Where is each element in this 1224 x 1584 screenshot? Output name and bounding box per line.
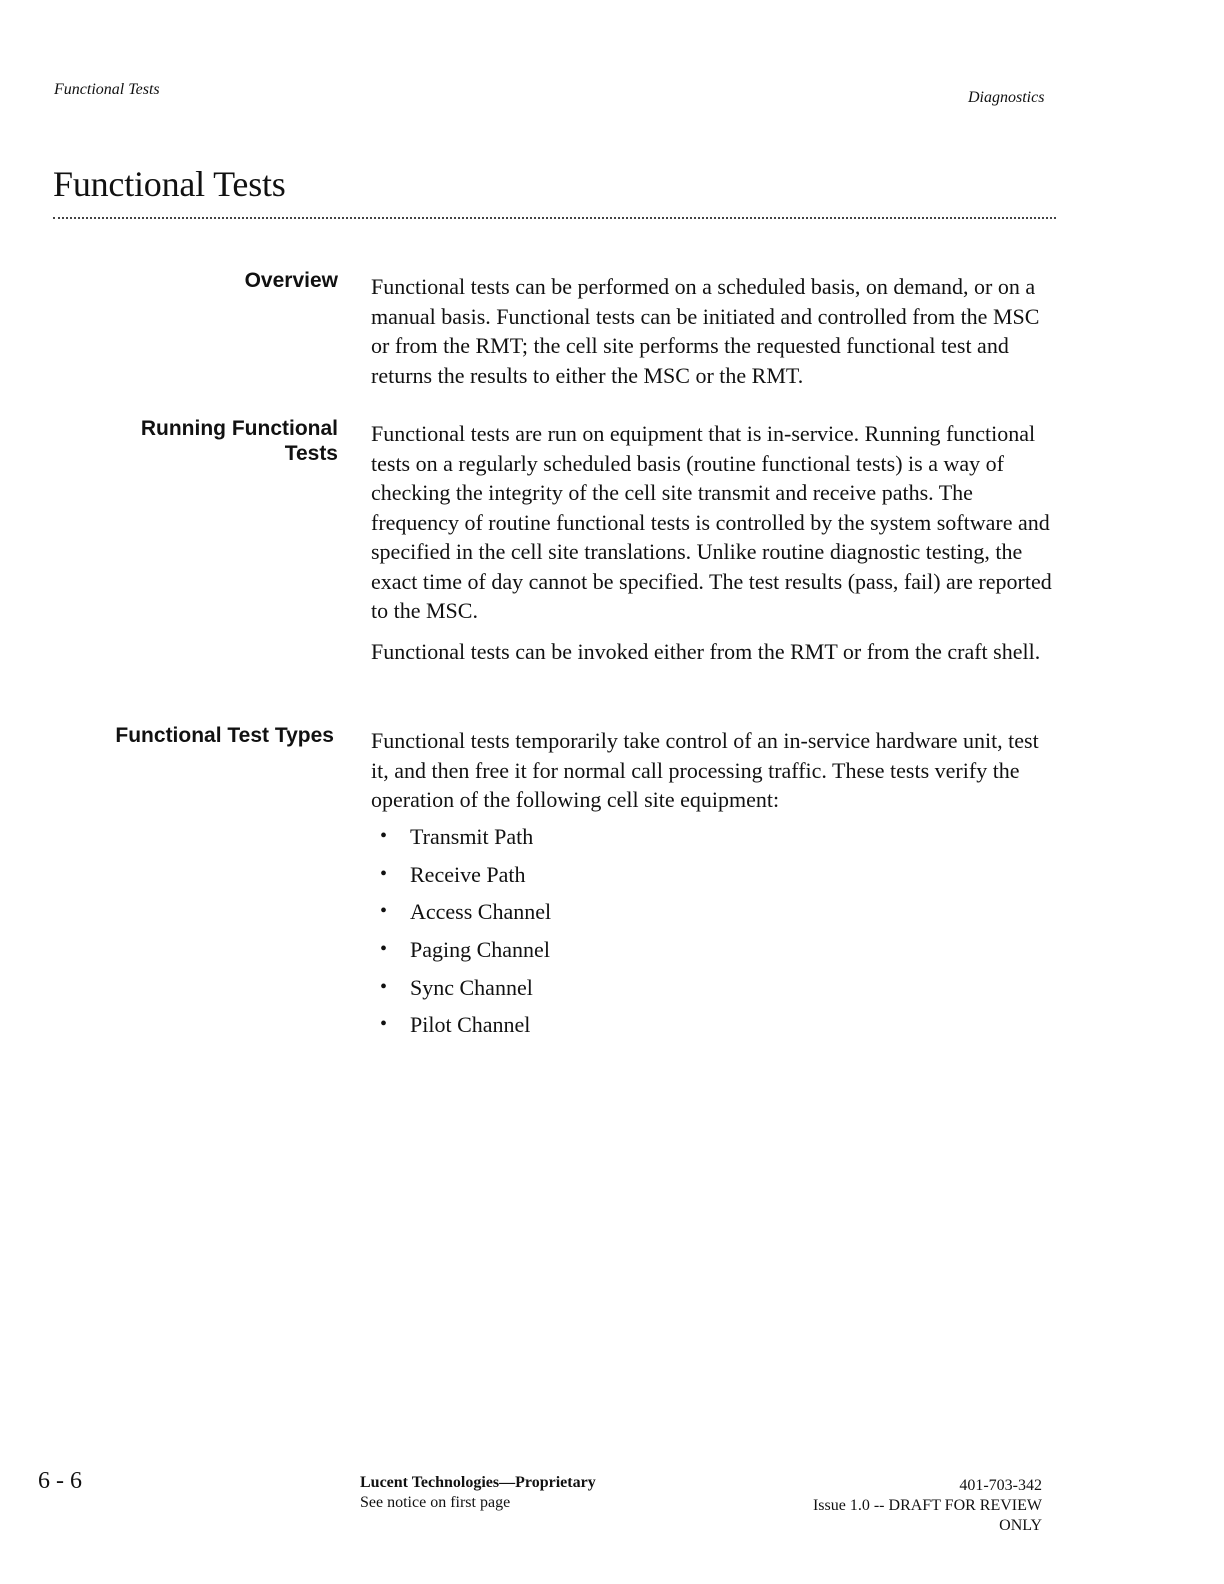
- overview-heading: Overview: [244, 269, 338, 292]
- list-item-text: Sync Channel: [410, 974, 533, 1000]
- title-divider: [53, 217, 1056, 219]
- types-text: Functional tests temporarily take control of an in-service hardware unit, test it, and then free it for normal call processing traffic. These tests verify the operation of the following cell site equipment:: [371, 728, 1039, 812]
- page-number: 6 - 6: [38, 1468, 82, 1494]
- list-item: [371, 818, 551, 856]
- running-heading-line2: Tests: [284, 442, 338, 465]
- list-item-text: Pilot Channel: [410, 1012, 531, 1038]
- bullet-icon: •: [380, 938, 388, 961]
- bullet-icon: •: [380, 825, 388, 847]
- running-header-left: Functional Tests: [54, 81, 160, 98]
- bullet-icon: •: [380, 975, 388, 998]
- functional-test-types-heading: Functional Test Types: [115, 724, 334, 747]
- list-item-text: Transmit Path: [410, 824, 534, 849]
- list-item-text: Receive Path: [410, 861, 526, 887]
- list-item: [371, 931, 551, 969]
- footer-issue: Issue 1.0 -- DRAFT FOR REVIEW: [812, 1497, 1042, 1514]
- bullet-icon: •: [380, 862, 388, 885]
- footer-company: Lucent Technologies—Proprietary: [360, 1474, 596, 1491]
- list-item-text: Paging Channel: [410, 937, 550, 963]
- overview-text: Functional tests can be performed on a scheduled basis, on demand, or on a manual basis. Functional tests can be initiated and controlled from the MSC or from the RMT; the cell site performs the requested functional test and returns the results to either the MSC or the RMT.: [371, 274, 1040, 388]
- running-text-paragraph-2: Functional tests can be invoked either from the RMT or from the craft shell.: [371, 639, 1041, 664]
- running-header-right: Diagnostics: [968, 89, 1045, 106]
- footer-proprietary: [360, 1473, 596, 1513]
- list-item: [371, 969, 551, 1007]
- footer-notice: See notice on first page: [360, 1494, 511, 1511]
- list-item: [371, 1006, 551, 1044]
- page-title: Functional Tests: [53, 164, 286, 204]
- equipment-list: [371, 818, 551, 1044]
- footer-doc-info: [813, 1476, 1042, 1536]
- footer-issue-line2: ONLY: [999, 1517, 1042, 1534]
- bullet-icon: •: [380, 900, 388, 923]
- list-item: [371, 893, 551, 931]
- footer-doc-number: 401-703-342: [959, 1477, 1042, 1494]
- running-functional-tests-heading: [141, 416, 338, 466]
- list-item: [371, 856, 551, 894]
- running-heading-line1: Running Functional: [140, 417, 338, 440]
- running-text-paragraph-1: Functional tests are run on equipment that is in-service. Running functional tests on a regularly scheduled basis (routine functional tests) is a way of checking the integrity of the cell site transmit and receive paths. The frequency of routine functional tests is controlled by the system software and specified in the cell site translations. Unlike routine diagnostic testing, the exact time of day cannot be specified. The test results (pass, fail) are reported to the MSC.: [371, 421, 1052, 623]
- bullet-icon: •: [380, 1013, 388, 1036]
- list-item-text: Access Channel: [410, 899, 552, 925]
